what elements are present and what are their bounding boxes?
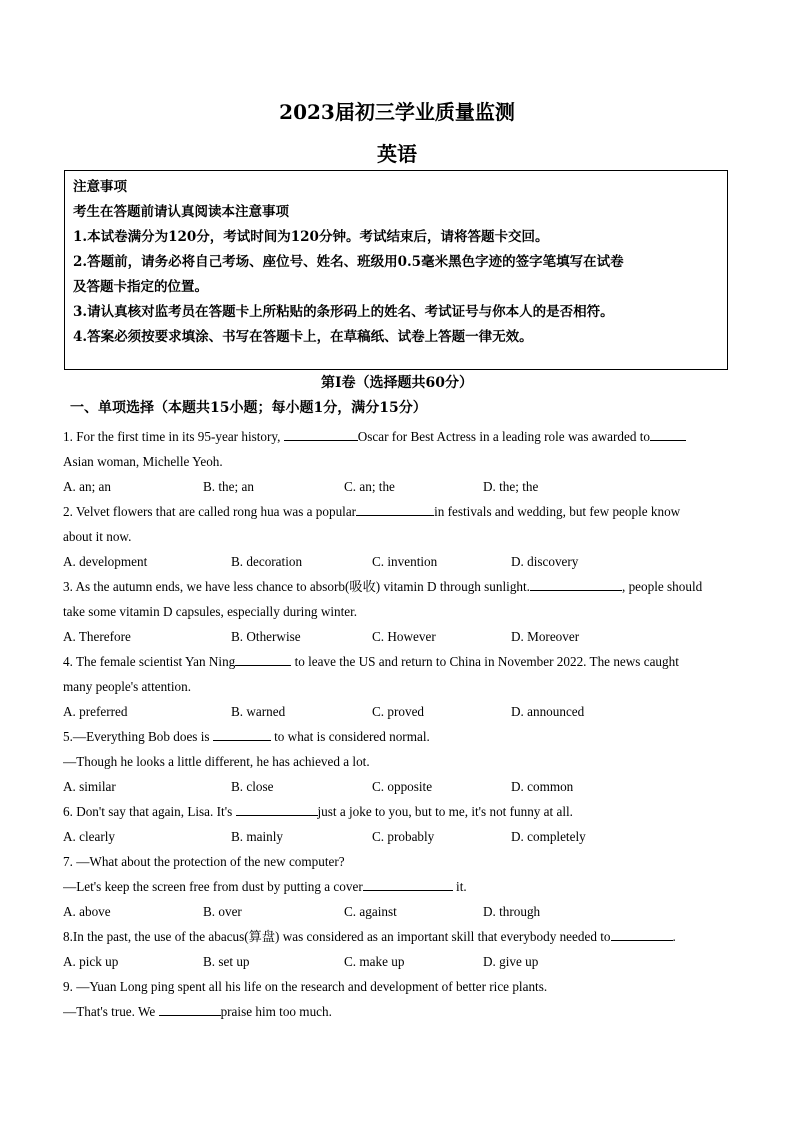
- notice-item-2-cont: 及答题卡指定的位置。: [73, 279, 208, 295]
- option-b: B. over: [203, 904, 242, 919]
- option-d: D. discovery: [511, 554, 579, 569]
- option-b: B. the; an: [203, 479, 254, 494]
- notice-item-4: 4.答案必须按要求填涂、书写在答题卡上，在草稿纸、试卷上答题一律无效。: [73, 329, 533, 345]
- answer-blank: [284, 426, 358, 441]
- option-a: A. pick up: [63, 954, 119, 969]
- exam-title: 2023届初三学业质量监测: [279, 100, 515, 124]
- answer-blank: [159, 1001, 221, 1016]
- question-text: just a joke to you, but to me, it's not funny at all.: [317, 804, 573, 819]
- option-c: C. opposite: [372, 779, 433, 794]
- answer-blank: [363, 876, 453, 891]
- option-a: A. Therefore: [63, 629, 131, 644]
- question-9-cont: [63, 999, 731, 1024]
- option-a: A. preferred: [63, 704, 128, 719]
- question-text: it.: [456, 879, 467, 894]
- question-3: [63, 574, 731, 599]
- option-d: D. the; the: [483, 479, 539, 494]
- notice-heading: 注意事项: [73, 179, 127, 195]
- question-8-options: [63, 949, 731, 974]
- option-b: B. warned: [231, 704, 286, 719]
- notice-item-1: 1.本试卷满分为120分，考试时间为120分钟。考试结束后，请将答题卡交回。: [73, 229, 549, 245]
- option-c: C. However: [372, 629, 436, 644]
- question-4-options: [63, 699, 731, 724]
- answer-blank: [356, 501, 434, 516]
- notice-box: [64, 170, 728, 370]
- question-7: 7. —What about the protection of the new computer?: [63, 854, 345, 869]
- option-d: D. Moreover: [511, 629, 580, 644]
- option-d: D. give up: [483, 954, 539, 969]
- question-text: to what is considered normal.: [274, 729, 430, 744]
- option-a: A. an; an: [63, 479, 111, 494]
- question-8: [63, 924, 731, 949]
- question-3-options: [63, 624, 731, 649]
- question-text: 1. For the first time in its 95-year history,: [63, 429, 281, 444]
- option-b: B. mainly: [231, 829, 284, 844]
- question-5-options: [63, 774, 731, 799]
- question-1-cont: Asian woman, Michelle Yeoh.: [63, 454, 223, 469]
- notice-item-3: 3.请认真核对监考员在答题卡上所粘贴的条形码上的姓名、考试证号与你本人的是否相符。: [73, 304, 614, 320]
- answer-blank: [650, 426, 686, 441]
- question-text: in festivals and wedding, but few people know: [434, 504, 681, 519]
- option-c: C. an; the: [344, 479, 395, 494]
- question-1-options: [63, 474, 731, 499]
- question-9: 9. —Yuan Long ping spent all his life on the research and development of better rice plants.: [63, 979, 548, 994]
- question-text: to leave the US and return to China in November 2022. The news caught: [294, 654, 679, 669]
- option-b: B. Otherwise: [231, 629, 301, 644]
- question-text: 5.—Everything Bob does is: [63, 729, 210, 744]
- exam-subject: 英语: [377, 142, 417, 166]
- question-6-options: [63, 824, 731, 849]
- question-6: [63, 799, 731, 824]
- question-text: 2. Velvet flowers that are called rong hua was a popular: [63, 504, 357, 519]
- question-3-cont: take some vitamin D capsules, especially during winter.: [63, 604, 358, 619]
- option-a: A. above: [63, 904, 111, 919]
- question-1: [63, 424, 731, 449]
- part-title: 一、单项选择（本题共15小题；每小题1分，满分15分）: [70, 400, 427, 416]
- answer-blank: [235, 651, 291, 666]
- question-text: praise him too much.: [220, 1004, 332, 1019]
- question-5-cont: —Though he looks a little different, he has achieved a lot.: [63, 754, 370, 769]
- option-a: A. similar: [63, 779, 116, 794]
- question-2: [63, 499, 731, 524]
- question-7-options: [63, 899, 731, 924]
- question-text: 8.In the past, the use of the abacus(算盘) was considered as an important skill that everybody needed to: [63, 929, 611, 944]
- option-c: C. make up: [344, 954, 405, 969]
- option-d: D. common: [511, 779, 574, 794]
- option-b: B. close: [231, 779, 274, 794]
- question-text: 6. Don't say that again, Lisa. It's: [63, 804, 233, 819]
- question-text: Oscar for Best Actress in a leading role was awarded to: [357, 429, 650, 444]
- question-2-cont: about it now.: [63, 529, 132, 544]
- question-5: [63, 724, 731, 749]
- question-text: —That's true. We: [63, 1004, 156, 1019]
- question-4-cont: many people's attention.: [63, 679, 191, 694]
- question-list: [63, 424, 731, 1024]
- question-4: [63, 649, 731, 674]
- option-c: C. against: [344, 904, 397, 919]
- option-c: C. proved: [372, 704, 425, 719]
- section-title: 第Ⅰ卷（选择题共60分）: [320, 375, 474, 391]
- option-d: D. completely: [511, 829, 586, 844]
- option-c: C. probably: [372, 829, 435, 844]
- option-b: B. decoration: [231, 554, 303, 569]
- answer-blank: [236, 801, 318, 816]
- question-text: 4. The female scientist Yan Ning: [63, 654, 236, 669]
- question-7-cont: [63, 874, 731, 899]
- option-a: A. development: [63, 554, 148, 569]
- option-a: A. clearly: [63, 829, 115, 844]
- notice-item-2: 2.答题前，请务必将自己考场、座位号、姓名、班级用0.5毫米黑色字迹的签字笔填写在试卷: [73, 254, 624, 270]
- answer-blank: [530, 576, 622, 591]
- question-text: 3. As the autumn ends, we have less chance to absorb(吸收) vitamin D through sunlight.: [63, 579, 530, 594]
- notice-intro: 考生在答题前请认真阅读本注意事项: [73, 204, 289, 220]
- answer-blank: [213, 726, 271, 741]
- option-d: D. through: [483, 904, 541, 919]
- question-text: —Let's keep the screen free from dust by putting a cover: [63, 879, 363, 894]
- question-text: .: [672, 929, 676, 944]
- question-2-options: [63, 549, 731, 574]
- answer-blank: [611, 926, 673, 941]
- option-c: C. invention: [372, 554, 438, 569]
- option-d: D. announced: [511, 704, 585, 719]
- option-b: B. set up: [203, 954, 250, 969]
- question-text: , people should: [621, 579, 703, 594]
